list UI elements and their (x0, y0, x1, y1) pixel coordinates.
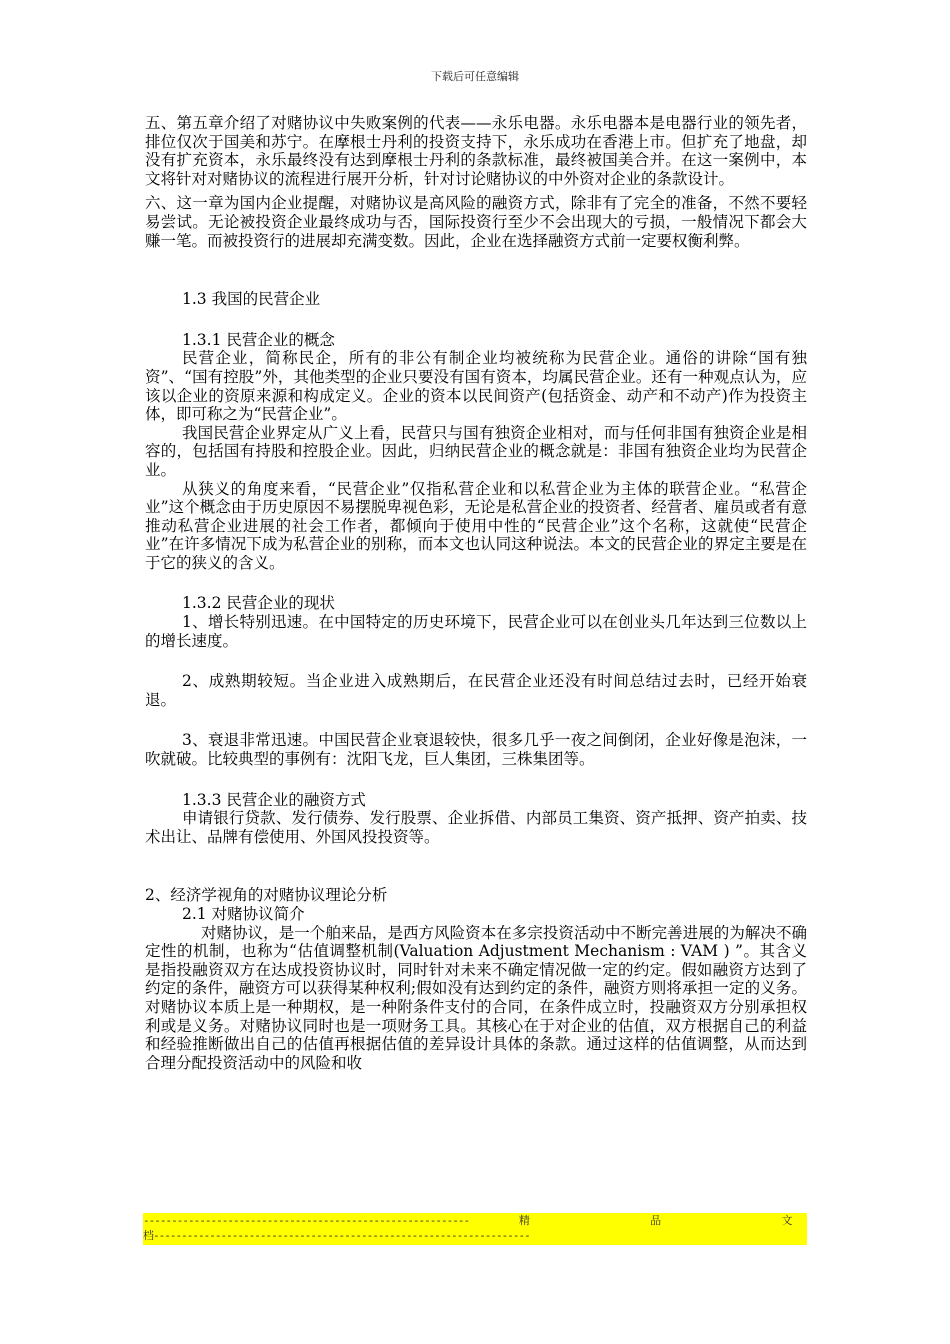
paragraph-2-1: 对赌协议，是一个舶来品，是西方风险资本在多宗投资活动中不断完善进展的为解决不确定性的机制，也称为“估值调整机制(Valuation Adjustment Mechanism : VAM ) ”。其含义是指投融资双方在达成投资协议时，同时针对未来不确定情况做一定的约定。假如融资方达到了约定的条件，融资方可以获得某种权利;假如没有达到约定的条件，融资方则将承担一定的义务。对赌协议本质上是一种期权，是一种附条件支付的合同，在条件成立时，投融资双方分别承担权利或是义务。对赌协议同时也是一项财务工具。其核心在于对企业的估值，双方根据自己的利益和经验推断做出自己的估值再根据估值的差异设计具体的条款。通过这样的估值调整，从而达到合理分配投资活动中的风险和收 (145, 923, 807, 1072)
page-header: 下载后可任意编辑 (431, 70, 519, 83)
heading-2: 2、经济学视角的对赌协议理论分析 (145, 886, 388, 905)
heading-2-1: 2.1 对赌协议简介 (182, 905, 305, 923)
paragraph-1-3-1-c: 从狭义的角度来看，“民营企业”仅指私营企业和以私营企业为主体的联营企业。“私营企业”这个概念由于历史原因不易摆脱卑视色彩，无论是私营企业的投资者、经营者、雇员或者有意推动私营企业进展的社会工作者，都倾向于使用中性的“民营企业”这个名称，这就使“民营企业”在许多情况下成为私营企业的别称，而本文也认同这种说法。本文的民营企业的界定主要是在于它的狭义的含义。 (145, 479, 807, 572)
paragraph-1-3-1-b: 我国民营企业界定从广义上看，民营只与国有独资企业相对，而与任何非国有独资企业是相容的，包括国有持股和控股企业。因此，归纳民营企业的概念就是：非国有独资企业均为民营企业。 (145, 423, 807, 479)
footer-banner (143, 1213, 807, 1245)
paragraph-1-3-2-c: 3、衰退非常迅速。中国民营企业衰退较快，很多几乎一夜之间倒闭，企业好像是泡沫，一吹就破。比较典型的事例有：沈阳飞龙，巨人集团，三株集团等。 (145, 731, 807, 769)
footer-dashes-line2: ------------------------------------------------------------------- (153, 1229, 530, 1242)
document-body (145, 114, 807, 1072)
heading-1-3-3: 1.3.3 民营企业的融资方式 (182, 790, 366, 809)
footer-char-1: 精 (518, 1214, 530, 1227)
footer-line-1 (143, 1213, 807, 1228)
paragraph-chapter5: 五、第五章介绍了对赌协议中失败案例的代表——永乐电器。永乐电器本是电器行业的领先者，排位仅次于国美和苏宁。在摩根士丹利的投资支持下，永乐成功在香港上市。但扩充了地盘，却没有扩充资本，永乐最终没有达到摩根士丹利的条款标准，最终被国美合并。在这一案例中，本文将针对对赌协议的流程进行展开分析，针对讨论赌协议的中外资对企业的条款设计。 (145, 114, 807, 188)
footer-line-2 (143, 1228, 530, 1243)
heading-1-3-2: 1.3.2 民营企业的现状 (182, 594, 335, 613)
paragraph-1-3-2-a: 1、增长特别迅速。在中国特定的历史环境下，民营企业可以在创业头几年达到三位数以上的增长速度。 (145, 613, 807, 650)
footer-char-3: 文 (781, 1214, 793, 1227)
footer-dashes-left: ---------------------------------------------------------- (143, 1214, 470, 1227)
paragraph-1-3-1-a: 民营企业，简称民企，所有的非公有制企业均被统称为民营企业。通俗的讲除“国有独资”、“国有控股”外，其他类型的企业只要没有国有资本，均属民营企业。还有一种观点认为，应该以企业的资原来源和构成定义。企业的资本以民间资产(包括资金、动产和不动产)作为投资主体，即可称之为“民营企业”。 (145, 349, 807, 424)
paragraph-1-3-3: 申请银行贷款、发行债券、发行股票、企业拆借、内部员工集资、资产抵押、资产拍卖、技术出让、品牌有偿使用、外国风投投资等。 (145, 809, 807, 846)
footer-char-2: 品 (650, 1214, 662, 1227)
footer-line2-prefix: 档 (143, 1229, 153, 1242)
paragraph-1-3-2-b: 2、成熟期较短。当企业进入成熟期后，在民营企业还没有时间总结过去时，已经开始衰退。 (145, 672, 807, 709)
heading-1-3: 1.3 我国的民营企业 (182, 290, 321, 309)
paragraph-chapter6: 六、这一章为国内企业提醒，对赌协议是高风险的融资方式，除非有了完全的准备，不然不要轻易尝试。无论被投资企业最终成功与否，国际投资行至少不会出现大的亏损，一般情况下都会大赚一笔。而被投资行的进展却充满变数。因此，企业在选择融资方式前一定要权衡利弊。 (145, 194, 807, 250)
heading-1-3-1: 1.3.1 民营企业的概念 (182, 330, 335, 349)
